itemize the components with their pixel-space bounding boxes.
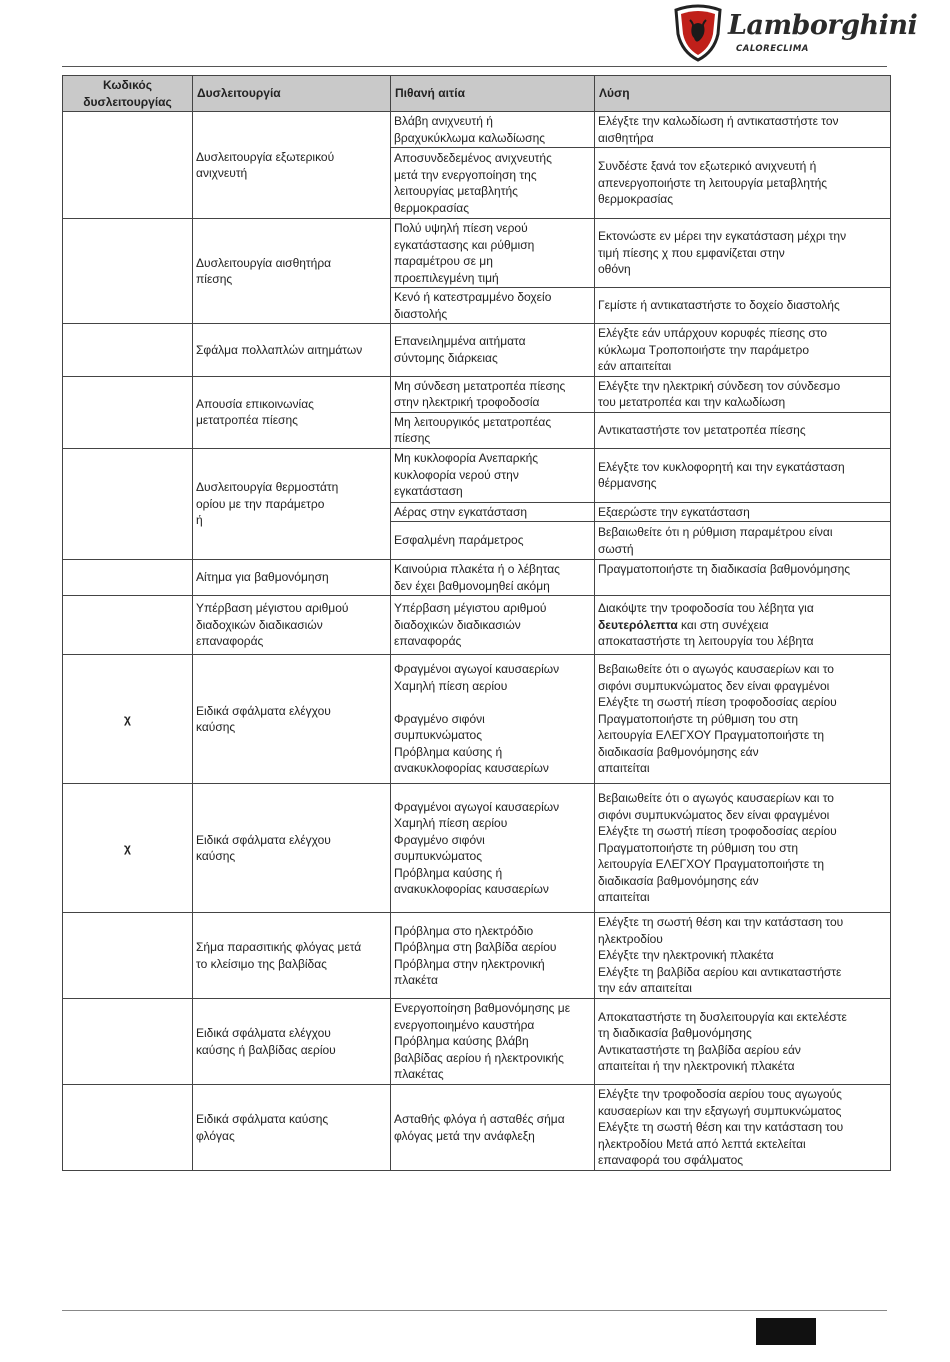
text-line: βαλβίδας αερίου ή ηλεκτρονικής	[394, 1050, 564, 1065]
possible-cause-cell	[391, 324, 595, 377]
text-line	[598, 578, 887, 595]
possible-cause-cell	[391, 148, 595, 219]
possible-cause-cell	[391, 376, 595, 412]
text-line: Βεβαιωθείτε ότι ο αγωγός καυσαερίων και το	[598, 791, 834, 806]
text-line: επαναφοράς	[394, 634, 462, 649]
text-line: Πρόβλημα στο ηλεκτρόδιο	[394, 923, 534, 938]
text-line: συμπυκνώματος	[394, 849, 482, 863]
text-line: φλόγας	[196, 1128, 235, 1143]
text-line: Ελέγξτε την καλωδίωση ή αντικαταστήστε τον	[598, 114, 839, 128]
text-line: προεπιλεγμένη τιμή	[394, 270, 499, 285]
text-line: σύντομης διάρκειας	[394, 350, 498, 365]
text-line: Σήμα παρασιτικής φλόγας μετά	[196, 940, 362, 954]
text-line: οθόνη	[598, 262, 631, 277]
table-row	[63, 1085, 891, 1171]
table-row	[63, 784, 891, 913]
possible-cause-cell	[391, 219, 595, 288]
solution-cell	[595, 412, 891, 448]
fault-description-cell	[193, 596, 391, 655]
table-row	[63, 560, 891, 596]
solution-cell	[595, 448, 891, 502]
fault-description-cell	[193, 655, 391, 784]
text-line: σιφόνι συμπυκνώματος δεν είναι φραγμένοι	[598, 678, 830, 693]
table-row	[63, 999, 891, 1085]
solution-cell	[595, 913, 891, 999]
text-line: Εκτονώστε εν μέρει την εγκατάσταση μέχρι την	[598, 229, 847, 244]
text-line: Χαμηλή πίεση αερίου	[394, 678, 508, 693]
table-row	[63, 324, 891, 377]
possible-cause-cell	[391, 112, 595, 148]
text-line: Ειδικά σφάλματα καύσης	[196, 1112, 329, 1126]
text-line: λειτουργία ΕΛΕΓΧΟΥ Πραγματοποιήστε τη	[598, 728, 825, 743]
text-line: ανακυκλοφορίας καυσαερίων	[394, 882, 549, 896]
table-row	[63, 448, 891, 502]
text-line: Βλάβη ανιχνευτή ή	[394, 114, 493, 128]
text-line: θερμοκρασίας	[598, 192, 673, 207]
text-line: ανιχνευτή	[196, 166, 248, 180]
text-line: Χαμηλή πίεση αερίου	[394, 816, 508, 830]
solution-cell	[595, 288, 891, 324]
text-line: Βεβαιωθείτε ότι ο αγωγός καυσαερίων και το	[598, 662, 834, 677]
brand-name: Lamborghini	[728, 10, 918, 41]
table-row	[63, 655, 891, 784]
brand-logo	[672, 4, 918, 64]
fault-code-cell	[63, 376, 193, 448]
text-line: απαιτείται	[598, 890, 650, 905]
solution-cell	[595, 148, 891, 219]
text-line: Ειδικά σφάλματα ελέγχου	[196, 703, 331, 718]
solution-cell	[595, 560, 891, 596]
brand-subtitle: CALORECLIMA	[736, 44, 809, 54]
text-line: δευτερόλεπτα και στη συνέχεια	[598, 617, 769, 632]
text-line: Αέρας στην εγκατάσταση	[394, 504, 528, 519]
text-line: απαιτείται	[598, 761, 650, 776]
fault-description-cell	[193, 560, 391, 596]
text-line: Κενό ή κατεστραμμένο δοχείο	[394, 290, 552, 304]
text-line: Φραγμένο σιφόνι	[394, 832, 485, 847]
text-line: φλόγας μετά την ανάφλεξη	[394, 1128, 535, 1143]
possible-cause-cell	[391, 560, 595, 596]
fault-code-cell	[63, 913, 193, 999]
text-line: μετατροπέα πίεσης	[196, 413, 298, 427]
text-line: Δυσλειτουργία αισθητήρα	[196, 255, 332, 270]
possible-cause-cell	[391, 655, 595, 784]
text-line: Αντικαταστήστε τη βαλβίδα αερίου εάν	[598, 1042, 801, 1057]
text-line: Ελέγξτε εάν υπάρχουν κορυφές πίεσης στο	[598, 326, 828, 340]
possible-cause-cell	[391, 596, 595, 655]
text-line: διαδικασία βαθμονόμησης εάν	[598, 873, 759, 888]
text-line: Φραγμένοι αγωγοί καυσαερίων	[394, 662, 560, 677]
text-line: Πραγματοποιήστε τη ρύθμιση του στη	[598, 840, 799, 855]
text-line: Αντικαταστήστε τον μετατροπέα πίεσης	[598, 422, 806, 437]
fault-description-cell	[193, 376, 391, 448]
table-row	[63, 376, 891, 412]
text-line: Υπέρβαση μέγιστου αριθμού	[394, 601, 547, 616]
table-row	[63, 913, 891, 999]
solution-cell	[595, 376, 891, 412]
solution-cell	[595, 655, 891, 784]
header-fault: Δυσλειτουργία	[193, 76, 391, 112]
text-line: πλακέτας	[394, 1067, 444, 1082]
fault-code-cell	[63, 448, 193, 560]
header-rule	[62, 66, 887, 67]
text-line: Απουσία επικοινωνίας	[196, 396, 314, 411]
footer-rule	[62, 1310, 887, 1311]
solution-cell	[595, 784, 891, 913]
text-line: ορίου με την παράμετρο	[196, 496, 325, 511]
possible-cause-cell	[391, 999, 595, 1085]
text-line: Εσφαλμένη παράμετρος	[394, 533, 524, 548]
solution-cell	[595, 596, 891, 655]
text-line: αποκαταστήστε τη λειτουργία του λέβητα	[598, 634, 814, 649]
text-line: αισθητήρα	[598, 130, 654, 145]
fault-description-cell	[193, 219, 391, 324]
text-line	[394, 694, 591, 711]
text-line: Ελέγξτε τη σωστή πίεση τροφοδοσίας αερίου	[598, 824, 837, 839]
text-line: Πρόβλημα στην ηλεκτρονική	[394, 956, 545, 971]
header-solution: Λύση	[595, 76, 891, 112]
text-line: Ελέγξτε τη σωστή θέση και την κατάσταση του	[598, 915, 844, 930]
text-line: Ελέγξτε την ηλεκτρονική πλακέτα	[598, 948, 774, 963]
text-line: Υπέρβαση μέγιστου αριθμού	[196, 601, 349, 616]
solution-cell	[595, 1085, 891, 1171]
text-line: Πρόβλημα καύσης βλάβη	[394, 1034, 529, 1049]
table-row	[63, 219, 891, 288]
header-code: Κωδικός δυσλειτουργίας	[63, 76, 193, 112]
fault-code-cell: χ	[63, 655, 193, 784]
text-line: καυσαερίων και την εξαγωγή συμπυκνώματος	[598, 1103, 842, 1118]
fault-description-cell	[193, 324, 391, 377]
text-line: συμπυκνώματος	[394, 728, 482, 743]
text-line: εγκατάστασης και ρύθμιση	[394, 237, 535, 252]
fault-code-cell	[63, 112, 193, 219]
fault-description-cell	[193, 448, 391, 560]
text-line: την εάν απαιτείται	[598, 981, 692, 996]
text-line: Πολύ υψηλή πίεση νερού	[394, 221, 528, 235]
fault-code-cell	[63, 596, 193, 655]
header-cause: Πιθανή αιτία	[391, 76, 595, 112]
fault-description-cell	[193, 1085, 391, 1171]
text-line: Αίτημα για βαθμονόμηση	[196, 570, 329, 585]
text-line: απενεργοποιήστε τη λειτουργία μεταβλητής	[598, 175, 828, 190]
text-line: Ελέγξτε τη σωστή θέση και την κατάσταση του	[598, 1120, 844, 1135]
text-line: Αποκαταστήστε τη δυσλειτουργία και εκτελέστε	[598, 1009, 847, 1024]
text-line: διαδοχικών διαδικασιών	[394, 617, 521, 632]
text-line: Επανειλημμένα αιτήματα	[394, 334, 526, 349]
text-line: Φραγμένοι αγωγοί καυσαερίων	[394, 799, 560, 814]
text-line: λειτουργία ΕΛΕΓΧΟΥ Πραγματοποιήστε τη	[598, 857, 825, 872]
text-line: μετά την ενεργοποίηση της	[394, 167, 537, 182]
possible-cause-cell	[391, 288, 595, 324]
solution-cell	[595, 324, 891, 377]
text-line: Πρόβλημα καύσης ή	[394, 744, 503, 759]
text-line: λειτουργίας μεταβλητής	[394, 184, 518, 198]
text-line: θέρμανσης	[598, 476, 657, 490]
page-number-box	[756, 1318, 816, 1345]
text-line: καύσης	[196, 720, 236, 734]
bull-shield-icon	[672, 4, 724, 62]
fault-code-cell	[63, 1085, 193, 1171]
fault-code-cell	[63, 999, 193, 1085]
fault-code-cell	[63, 560, 193, 596]
text-line: δεν έχει βαθμονομηθεί ακόμη	[394, 578, 550, 593]
text-line: Βεβαιωθείτε ότι η ρύθμιση παραμέτρου είναι	[598, 525, 833, 539]
fault-code-cell	[63, 219, 193, 324]
table-row	[63, 596, 891, 655]
text-line: απαιτείται ή την ηλεκτρονική πλακέτα	[598, 1059, 795, 1073]
text-line: Δυσλειτουργία θερμοστάτη	[196, 480, 339, 494]
fault-description-cell	[193, 784, 391, 913]
solution-cell	[595, 502, 891, 522]
text-line: το κλείσιμο της βαλβίδας	[196, 956, 327, 971]
text-line: ηλεκτροδίου	[598, 931, 663, 946]
text-line: Γεμίστε ή αντικαταστήστε το δοχείο διαστολής	[598, 298, 840, 313]
text-line: Πραγματοποιήστε τη ρύθμιση του στη	[598, 711, 799, 726]
text-line: Ειδικά σφάλματα ελέγχου	[196, 832, 331, 847]
text-line: τη διαδικασία βαθμονόμησης	[598, 1026, 752, 1040]
possible-cause-cell	[391, 784, 595, 913]
text-line: καύσης	[196, 849, 236, 863]
text-line: Ενεργοποίηση βαθμονόμησης με	[394, 1001, 571, 1016]
text-line: του μετατροπέα και την καλωδίωση	[598, 395, 786, 409]
text-line: σωστή	[598, 541, 634, 556]
text-line: Εξαερώστε την εγκατάσταση	[598, 504, 750, 519]
text-line: διαδικασία βαθμονόμησης εάν	[598, 744, 759, 759]
fault-code-cell: χ	[63, 784, 193, 913]
text-line: Μη σύνδεση μετατροπέα πίεσης	[394, 378, 566, 393]
text-line: ανακυκλοφορίας καυσαερίων	[394, 761, 549, 776]
text-line: Μη κυκλοφορία Ανεπαρκής	[394, 451, 539, 466]
text-line: Ελέγξτε τον κυκλοφορητή και την εγκατάσταση	[598, 459, 845, 474]
text-line: Δυσλειτουργία εξωτερικού	[196, 149, 335, 164]
text-line: πλακέτα	[394, 973, 438, 987]
solution-cell	[595, 522, 891, 560]
text-line: πίεσης	[196, 272, 233, 286]
table-row	[63, 112, 891, 148]
text-line: ή	[196, 513, 203, 527]
solution-cell	[595, 112, 891, 148]
text-line: στην ηλεκτρική τροφοδοσία	[394, 395, 540, 409]
emphasis-text: δευτερόλεπτα	[598, 617, 678, 632]
fault-description-cell	[193, 112, 391, 219]
text-line: Ελέγξτε την τροφοδοσία αερίου τους αγωγούς	[598, 1087, 842, 1102]
possible-cause-cell	[391, 913, 595, 999]
text-line: Ασταθής φλόγα ή ασταθές σήμα	[394, 1112, 565, 1126]
text-line: Μη λειτουργικός μετατροπέας	[394, 414, 552, 429]
text-line: Πρόβλημα καύσης ή	[394, 865, 503, 880]
fault-description-cell	[193, 913, 391, 999]
text-line: επαναφορά του σφάλματος	[598, 1153, 744, 1168]
text-line: επαναφοράς	[196, 634, 264, 649]
text-line: σιφόνι συμπυκνώματος δεν είναι φραγμένοι	[598, 807, 830, 822]
fault-table	[62, 75, 891, 1171]
text-line: θερμοκρασίας	[394, 200, 469, 215]
text-line: διαδοχικών διαδικασιών	[196, 617, 323, 632]
possible-cause-cell	[391, 522, 595, 560]
text-line: βραχυκύκλωμα καλωδίωσης	[394, 130, 546, 145]
text-line: Ελέγξτε τη σωστή πίεση τροφοδοσίας αερίου	[598, 695, 837, 710]
text-line: Πρόβλημα στη βαλβίδα αερίου	[394, 940, 557, 954]
solution-cell	[595, 219, 891, 288]
text-line: πίεσης	[394, 431, 431, 445]
text-line: Ελέγξτε τη βαλβίδα αερίου και αντικαταστήστε	[598, 964, 842, 979]
possible-cause-cell	[391, 448, 595, 502]
text-line: Σφάλμα πολλαπλών αιτημάτων	[196, 342, 363, 357]
text-line: διαστολής	[394, 306, 448, 321]
text-line: Ειδικά σφάλματα ελέγχου	[196, 1026, 331, 1040]
text-line: Διακόψτε την τροφοδοσία του λέβητα για	[598, 601, 814, 616]
text-line: Φραγμένο σιφόνι	[394, 711, 485, 726]
text-line: Συνδέστε ξανά τον εξωτερικό ανιχνευτή ή	[598, 159, 817, 174]
possible-cause-cell	[391, 1085, 595, 1171]
text-line: κυκλοφορία νερού στην	[394, 467, 519, 482]
text-line: Πραγματοποιήστε τη διαδικασία βαθμονόμησης	[598, 562, 851, 576]
text-line: Ελέγξτε την ηλεκτρική σύνδεση τον σύνδεσμο	[598, 378, 841, 393]
possible-cause-cell	[391, 412, 595, 448]
text-line: παραμέτρου σε μη	[394, 254, 493, 268]
text-line: Αποσυνδεδεμένος ανιχνευτής	[394, 151, 552, 165]
text-line: εγκατάσταση	[394, 484, 463, 499]
text-line: καύσης ή βαλβίδας αερίου	[196, 1042, 336, 1057]
solution-cell	[595, 999, 891, 1085]
fault-description-cell	[193, 999, 391, 1085]
text-line: κύκλωμα Τροποποιήστε την παράμετρο	[598, 342, 810, 357]
fault-code-cell	[63, 324, 193, 377]
text-line: τιμή πίεσης χ που εμφανίζεται στην	[598, 245, 785, 260]
text-line: ενεργοποιημένο καυστήρα	[394, 1017, 535, 1032]
possible-cause-cell	[391, 502, 595, 522]
text-line: ηλεκτροδίου Μετά από λεπτά εκτελείται	[598, 1136, 806, 1151]
text-line: εάν απαιτείται	[598, 359, 672, 373]
table-header-row	[63, 76, 891, 112]
text-line: Καινούρια πλακέτα ή ο λέβητας	[394, 562, 560, 576]
